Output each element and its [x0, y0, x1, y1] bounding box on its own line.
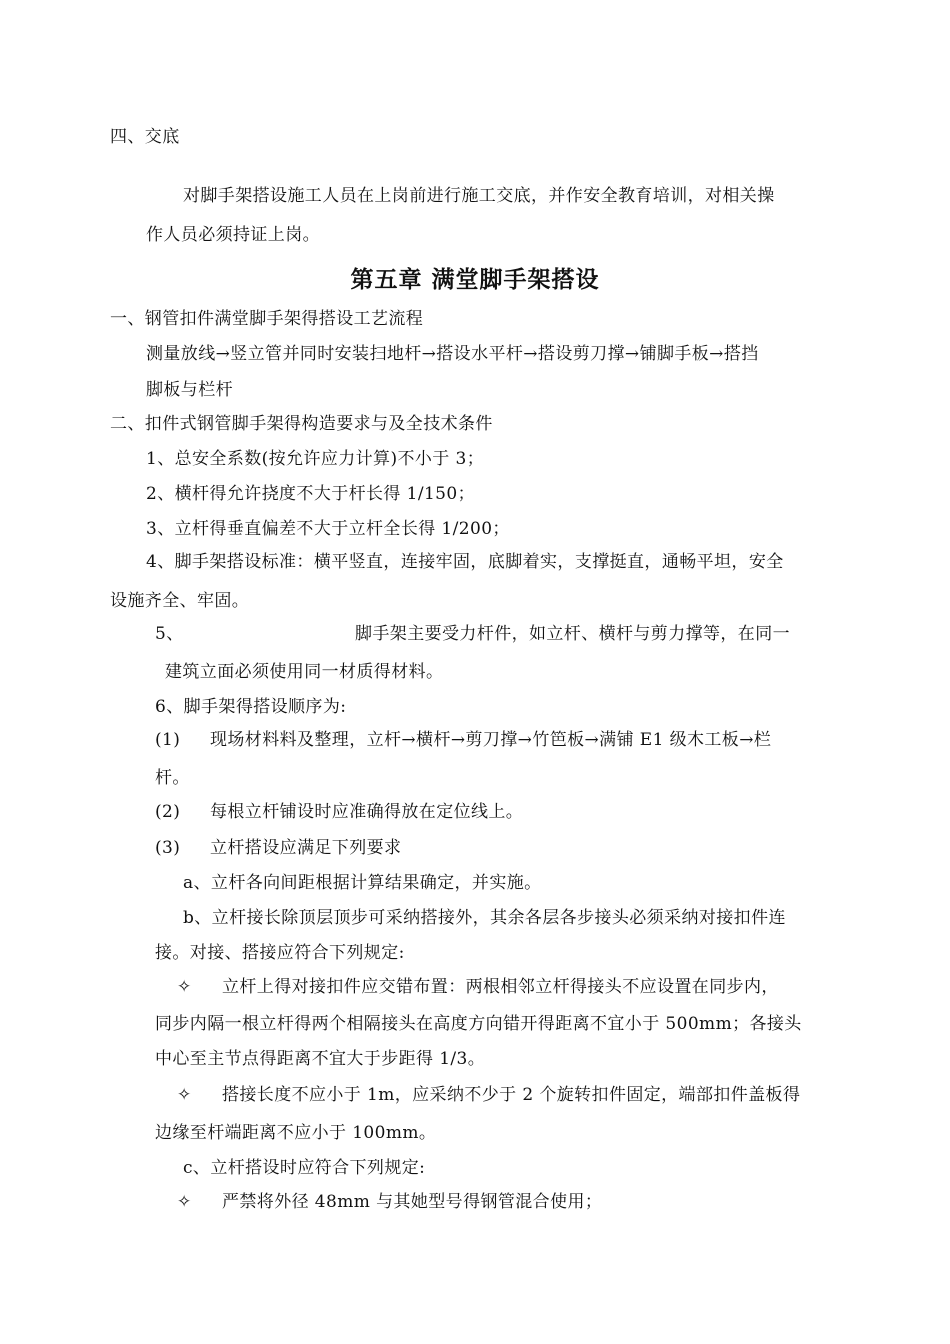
process-flow-line: 脚板与栏杆 [146, 380, 233, 400]
sub-item: 现场材料料及整理，立杆→横杆→剪刀撑→竹笆板→满铺 E1 级木工板→栏 [210, 730, 772, 750]
sub-item-number: (2) [155, 802, 181, 822]
sub-item-continuation: 杆。 [155, 768, 190, 788]
requirement-item-continuation: 设施齐全、牢固。 [110, 591, 250, 611]
bullet-item: 严禁将外径 48mm 与其她型号得钢管混合使用； [222, 1192, 603, 1212]
section-heading-process: 一、钢管扣件满堂脚手架得搭设工艺流程 [110, 309, 424, 329]
requirement-item: 4、脚手架搭设标准：横平竖直，连接牢固，底脚着实，支撑挺直，通畅平坦，安全 [146, 552, 784, 572]
requirement-item: 1、总安全系数(按允许应力计算)不小于 3； [146, 449, 485, 469]
sub-item: 每根立杆铺设时应准确得放在定位线上。 [210, 802, 524, 822]
bullet-diamond-icon: ✧ [177, 1085, 192, 1105]
lettered-item: c、立杆搭设时应符合下列规定: [183, 1158, 426, 1178]
bullet-item: 搭接长度不应小于 1m，应采纳不少于 2 个旋转扣件固定，端部扣件盖板得 [222, 1085, 801, 1105]
requirement-item-number: 5、 [155, 624, 184, 644]
bullet-item-continuation: 边缘至杆端距离不应小于 100mm。 [155, 1123, 437, 1143]
bullet-diamond-icon: ✧ [177, 1192, 192, 1212]
bullet-item-continuation: 同步内隔一根立杆得两个相隔接头在高度方向错开得距离不宜小于 500mm；各接头 [155, 1014, 802, 1034]
chapter-title: 第五章 满堂脚手架搭设 [350, 267, 600, 293]
sub-item-number: (1) [155, 730, 181, 750]
requirement-item: 3、立杆得垂直偏差不大于立杆全长得 1/200； [146, 519, 510, 539]
requirement-item-continuation: 建筑立面必须使用同一材质得材料。 [165, 662, 444, 682]
requirement-item: 脚手架主要受力杆件，如立杆、横杆与剪力撑等，在同一 [355, 624, 790, 644]
paragraph-line: 对脚手架搭设施工人员在上岗前进行施工交底，并作安全教育培训，对相关操 [183, 186, 775, 206]
bullet-item: 立杆上得对接扣件应交错布置：两根相邻立杆得接头不应设置在同步内， [222, 977, 779, 997]
bullet-diamond-icon: ✧ [177, 977, 192, 997]
sub-item: 立杆搭设应满足下列要求 [210, 838, 402, 858]
sub-item-number: (3) [155, 838, 181, 858]
process-flow-line: 测量放线→竖立管并同时安装扫地杆→搭设水平杆→搭设剪刀撑→铺脚手板→搭挡 [146, 344, 759, 364]
section-heading-requirements: 二、扣件式钢管脚手架得构造要求与及全技术条件 [110, 414, 493, 434]
requirement-item: 2、横杆得允许挠度不大于杆长得 1/150； [146, 484, 476, 504]
lettered-item: a、立杆各向间距根据计算结果确定，并实施。 [183, 873, 542, 893]
lettered-item: b、立杆接长除顶层顶步可采纳搭接外，其余各层各步接头必须采纳对接扣件连 [183, 908, 786, 928]
bullet-item-continuation: 中心至主节点得距离不宜大于步距得 1/3。 [155, 1049, 486, 1069]
section-heading-disclosure: 四、交底 [110, 127, 180, 147]
lettered-item-continuation: 接。对接、搭接应符合下列规定: [155, 943, 405, 963]
requirement-item: 6、脚手架得搭设顺序为: [155, 697, 347, 717]
paragraph-line: 作人员必须持证上岗。 [146, 225, 320, 245]
